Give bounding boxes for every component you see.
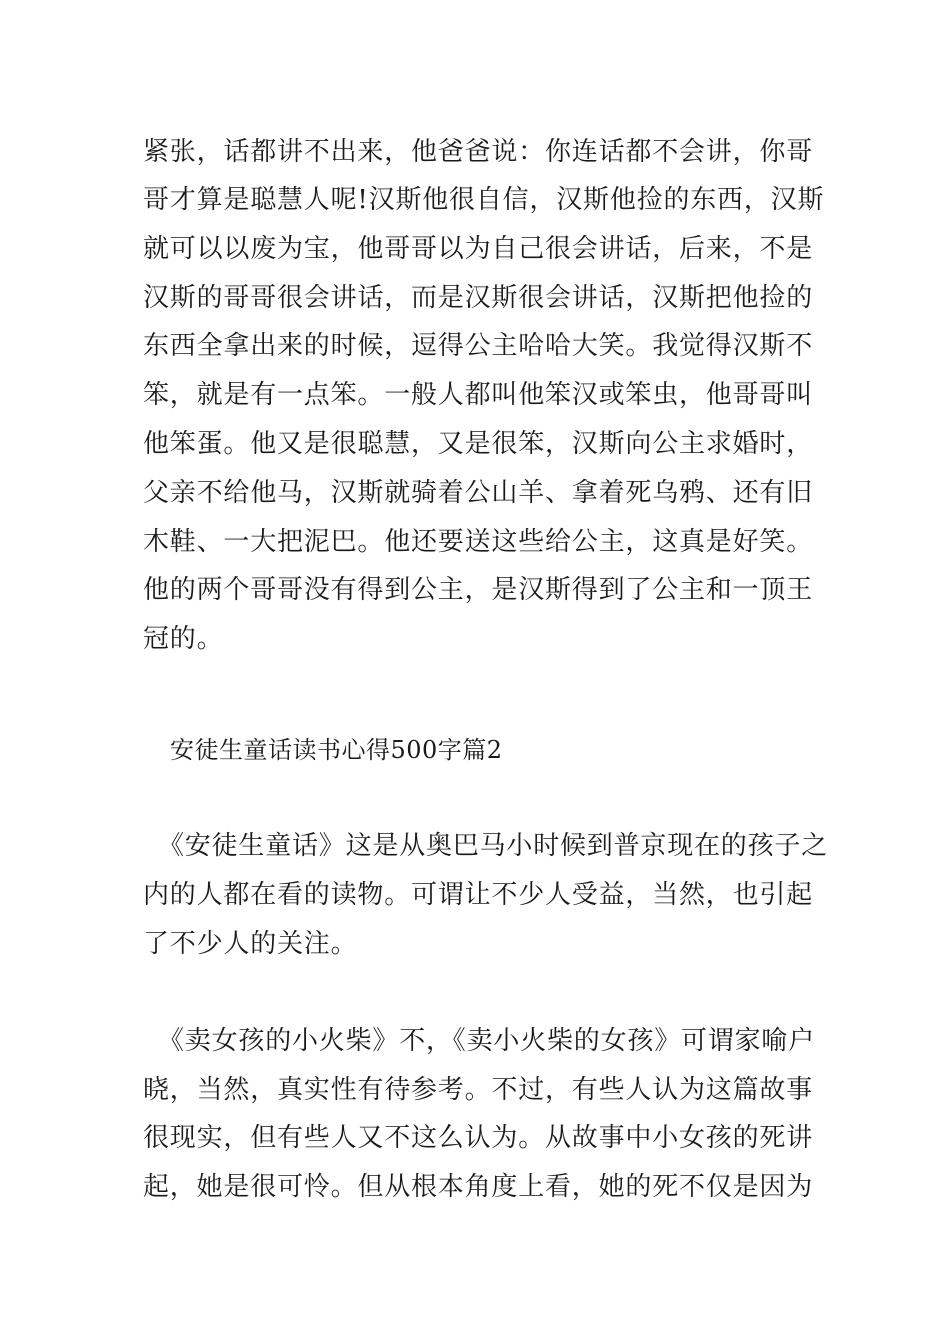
text-line: 《卖女孩的小火柴》不，《卖小火柴的女孩》可谓家喻户	[158, 1026, 816, 1056]
text-line: 了不少人的关注。	[143, 929, 358, 959]
text-line: 内的人都在看的读物。可谓让不少人受益，当然，也引起	[143, 880, 814, 910]
text-line: 就可以以废为宝，他哥哥以为自己很会讲话，后来，不是	[143, 234, 814, 264]
text-line: 冠的。	[143, 624, 224, 654]
text-line: 起，她是很可怜。但从根本角度上看，她的死不仅是因为	[143, 1172, 814, 1202]
section-heading: 安徒生童话读书心得500字篇2	[170, 736, 503, 764]
text-line: 笨，就是有一点笨。一般人都叫他笨汉或笨虫，他哥哥叫	[143, 380, 814, 410]
text-line: 他笨蛋。他又是很聪慧，又是很笨，汉斯向公主求婚时，	[143, 429, 814, 459]
text-line: 哥才算是聪慧人呢!汉斯他很自信，汉斯他捡的东西，汉斯	[143, 185, 825, 215]
text-line: 汉斯的哥哥很会讲话，而是汉斯很会讲话，汉斯把他捡的	[143, 283, 814, 313]
text-line: 父亲不给他马，汉斯就骑着公山羊、拿着死乌鸦、还有旧	[143, 478, 814, 508]
text-line: 很现实，但有些人又不这么认为。从故事中小女孩的死讲	[143, 1123, 814, 1153]
text-line: 他的两个哥哥没有得到公主，是汉斯得到了公主和一顶王	[143, 575, 814, 605]
text-line: 木鞋、一大把泥巴。他还要送这些给公主，这真是好笑。	[143, 527, 814, 557]
text-line: 紧张，话都讲不出来，他爸爸说：你连话都不会讲，你哥	[143, 137, 814, 167]
text-line: 《安徒生童话》这是从奥巴马小时候到普京现在的孩子之	[158, 831, 829, 861]
text-line: 东西全拿出来的时候，逗得公主哈哈大笑。我觉得汉斯不	[143, 331, 814, 361]
text-line: 晓，当然，真实性有待参考。不过，有些人认为这篇故事	[143, 1075, 814, 1105]
